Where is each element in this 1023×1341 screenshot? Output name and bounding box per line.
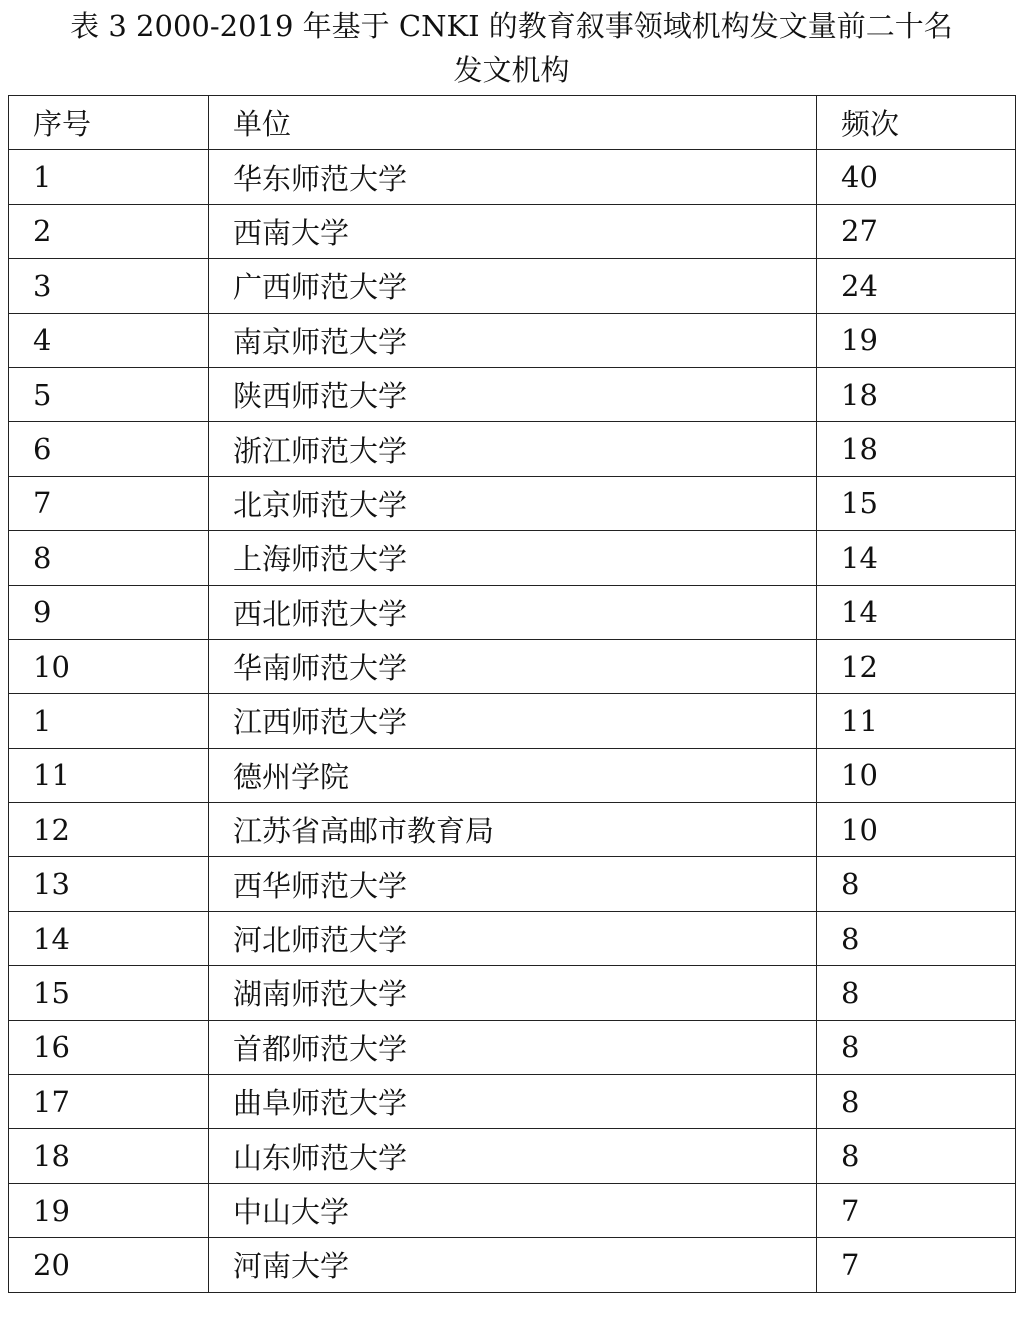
cell-rank: 6 bbox=[9, 422, 209, 476]
cell-rank: 1 bbox=[9, 150, 209, 204]
cell-rank: 15 bbox=[9, 966, 209, 1020]
cell-rank: 5 bbox=[9, 367, 209, 421]
table-row bbox=[9, 367, 1016, 421]
cell-institution: 湖南师范大学 bbox=[209, 966, 817, 1020]
table-row bbox=[9, 911, 1016, 965]
header-cell-institution: 单位 bbox=[209, 96, 817, 150]
cell-rank: 14 bbox=[9, 911, 209, 965]
cell-institution: 南京师范大学 bbox=[209, 313, 817, 367]
institution-table bbox=[8, 95, 1016, 1293]
table-row bbox=[9, 531, 1016, 585]
cell-institution: 西南大学 bbox=[209, 204, 817, 258]
table-row bbox=[9, 1129, 1016, 1183]
cell-institution: 山东师范大学 bbox=[209, 1129, 817, 1183]
cell-frequency: 27 bbox=[817, 204, 1016, 258]
cell-frequency: 24 bbox=[817, 259, 1016, 313]
cell-rank: 3 bbox=[9, 259, 209, 313]
cell-institution: 曲阜师范大学 bbox=[209, 1075, 817, 1129]
header-cell-frequency: 频次 bbox=[817, 96, 1016, 150]
cell-frequency: 19 bbox=[817, 313, 1016, 367]
cell-rank: 10 bbox=[9, 639, 209, 693]
cell-frequency: 18 bbox=[817, 422, 1016, 476]
cell-institution: 中山大学 bbox=[209, 1183, 817, 1237]
cell-rank: 19 bbox=[9, 1183, 209, 1237]
caption-line-1: 表 3 2000-2019 年基于 CNKI 的教育叙事领域机构发文量前二十名 bbox=[70, 9, 953, 43]
cell-rank: 11 bbox=[9, 748, 209, 802]
cell-frequency: 11 bbox=[817, 694, 1016, 748]
cell-rank: 1 bbox=[9, 694, 209, 748]
header-row bbox=[9, 96, 1016, 150]
table-row bbox=[9, 150, 1016, 204]
cell-rank: 13 bbox=[9, 857, 209, 911]
cell-frequency: 10 bbox=[817, 803, 1016, 857]
cell-institution: 德州学院 bbox=[209, 748, 817, 802]
cell-frequency: 10 bbox=[817, 748, 1016, 802]
cell-rank: 12 bbox=[9, 803, 209, 857]
cell-rank: 2 bbox=[9, 204, 209, 258]
cell-rank: 18 bbox=[9, 1129, 209, 1183]
cell-frequency: 7 bbox=[817, 1238, 1016, 1292]
table-row bbox=[9, 1075, 1016, 1129]
cell-institution: 华东师范大学 bbox=[209, 150, 817, 204]
cell-frequency: 8 bbox=[817, 1020, 1016, 1074]
table-row bbox=[9, 585, 1016, 639]
header-cell-rank: 序号 bbox=[9, 96, 209, 150]
cell-institution: 华南师范大学 bbox=[209, 639, 817, 693]
table-row bbox=[9, 259, 1016, 313]
table-row bbox=[9, 694, 1016, 748]
table-row bbox=[9, 1020, 1016, 1074]
cell-frequency: 8 bbox=[817, 911, 1016, 965]
cell-institution: 河北师范大学 bbox=[209, 911, 817, 965]
cell-institution: 西华师范大学 bbox=[209, 857, 817, 911]
table-row bbox=[9, 422, 1016, 476]
cell-frequency: 18 bbox=[817, 367, 1016, 421]
cell-frequency: 40 bbox=[817, 150, 1016, 204]
table-caption bbox=[0, 4, 1023, 92]
cell-institution: 北京师范大学 bbox=[209, 476, 817, 530]
cell-institution: 上海师范大学 bbox=[209, 531, 817, 585]
cell-frequency: 8 bbox=[817, 1075, 1016, 1129]
cell-rank: 9 bbox=[9, 585, 209, 639]
table-row bbox=[9, 748, 1016, 802]
cell-institution: 江苏省高邮市教育局 bbox=[209, 803, 817, 857]
cell-frequency: 12 bbox=[817, 639, 1016, 693]
table-row bbox=[9, 966, 1016, 1020]
cell-rank: 20 bbox=[9, 1238, 209, 1292]
cell-frequency: 8 bbox=[817, 857, 1016, 911]
cell-institution: 陕西师范大学 bbox=[209, 367, 817, 421]
cell-rank: 17 bbox=[9, 1075, 209, 1129]
table-row bbox=[9, 857, 1016, 911]
cell-institution: 浙江师范大学 bbox=[209, 422, 817, 476]
cell-rank: 7 bbox=[9, 476, 209, 530]
table-row bbox=[9, 313, 1016, 367]
caption-line-2: 发文机构 bbox=[453, 53, 570, 87]
table-row bbox=[9, 204, 1016, 258]
cell-frequency: 14 bbox=[817, 531, 1016, 585]
cell-frequency: 8 bbox=[817, 966, 1016, 1020]
cell-institution: 广西师范大学 bbox=[209, 259, 817, 313]
cell-frequency: 7 bbox=[817, 1183, 1016, 1237]
cell-frequency: 8 bbox=[817, 1129, 1016, 1183]
cell-institution: 河南大学 bbox=[209, 1238, 817, 1292]
cell-institution: 西北师范大学 bbox=[209, 585, 817, 639]
cell-rank: 8 bbox=[9, 531, 209, 585]
cell-institution: 江西师范大学 bbox=[209, 694, 817, 748]
table-row bbox=[9, 639, 1016, 693]
table-row bbox=[9, 1183, 1016, 1237]
table-row bbox=[9, 803, 1016, 857]
table-row bbox=[9, 1238, 1016, 1292]
cell-frequency: 14 bbox=[817, 585, 1016, 639]
cell-institution: 首都师范大学 bbox=[209, 1020, 817, 1074]
cell-rank: 16 bbox=[9, 1020, 209, 1074]
table-row bbox=[9, 476, 1016, 530]
cell-rank: 4 bbox=[9, 313, 209, 367]
cell-frequency: 15 bbox=[817, 476, 1016, 530]
